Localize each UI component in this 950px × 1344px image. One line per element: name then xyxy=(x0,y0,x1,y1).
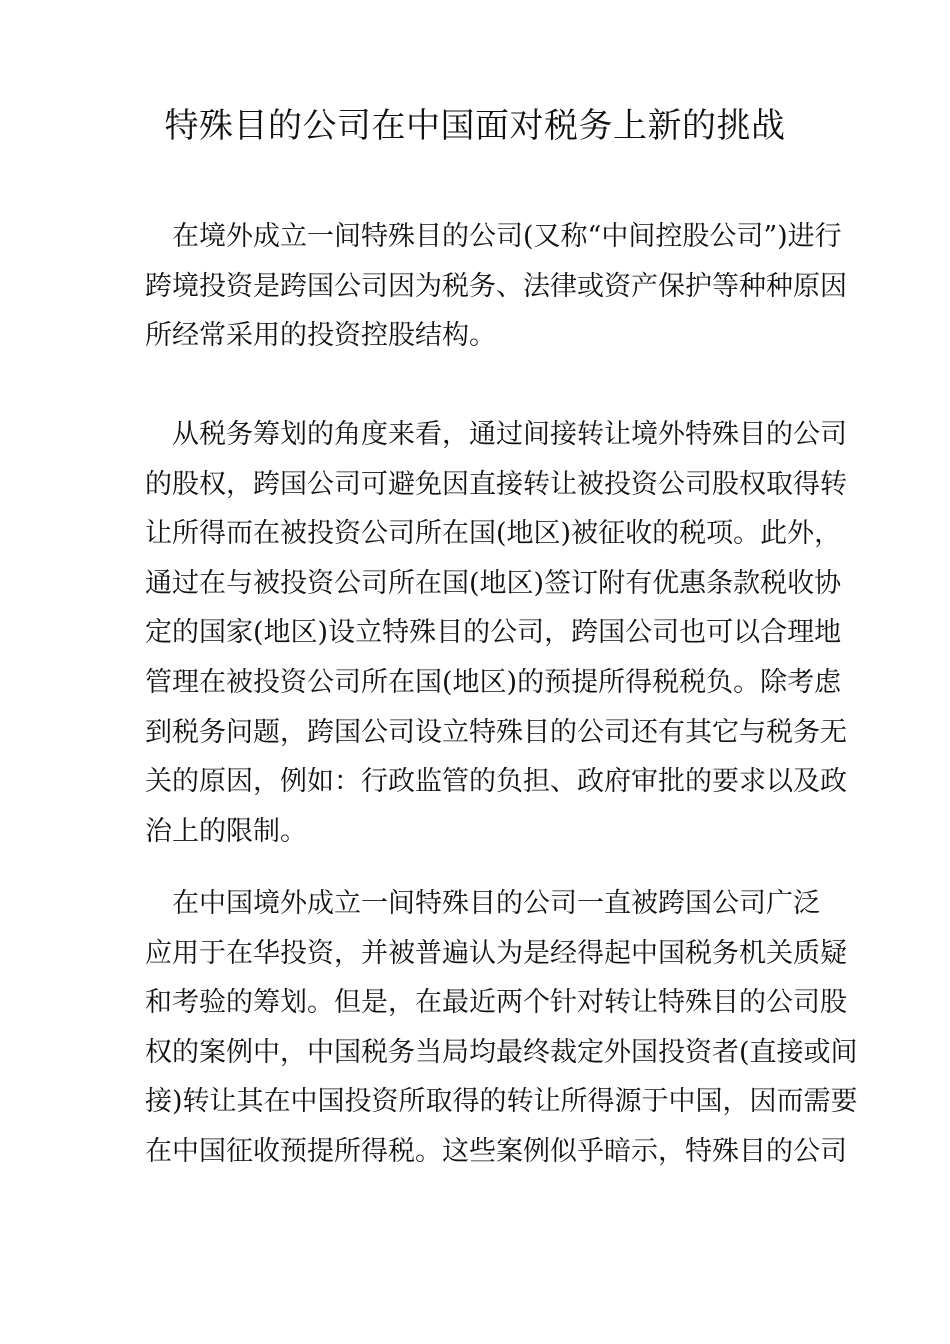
paragraph-line: 权的案例中，中国税务当局均最终裁定外国投资者(直接或间 xyxy=(145,1036,858,1068)
paragraph-line: 通过在与被投资公司所在国(地区)签订附有优惠条款税收协 xyxy=(145,567,842,599)
paragraph-line: 应用于在华投资，并被普遍认为是经得起中国税务机关质疑 xyxy=(145,937,847,969)
paragraph-line: 让所得而在被投资公司所在国(地区)被征收的税项。此外， xyxy=(145,518,842,550)
paragraph-line: 和考验的筹划。但是，在最近两个针对转让特殊目的公司股 xyxy=(145,987,847,1019)
paragraph-line: 从税务筹划的角度来看，通过间接转让境外特殊目的公司 xyxy=(145,419,847,450)
paragraph-1 xyxy=(145,212,847,361)
paragraph-line: 所经常采用的投资控股结构。 xyxy=(145,320,496,352)
paragraph-line: 在境外成立一间特殊目的公司(又称“中间控股公司”)进行 xyxy=(145,221,842,252)
paragraph-line: 跨境投资是跨国公司因为税务、法律或资产保护等种种原因 xyxy=(145,270,847,302)
paragraph-line: 在中国境外成立一间特殊目的公司一直被跨国公司广泛 xyxy=(145,888,820,919)
paragraph-line: 管理在被投资公司所在国(地区)的预提所得税税负。除考虑 xyxy=(145,666,842,698)
paragraph-line: 接)转让其在中国投资所取得的转让所得源于中国，因而需要 xyxy=(145,1086,858,1118)
paragraph-3 xyxy=(145,879,858,1177)
paragraph-line: 定的国家(地区)设立特殊目的公司，跨国公司也可以合理地 xyxy=(145,617,842,649)
paragraph-line: 治上的限制。 xyxy=(145,815,307,847)
paragraph-line: 到税务问题，跨国公司设立特殊目的公司还有其它与税务无 xyxy=(145,716,847,748)
paragraph-line: 关的原因，例如：行政监管的负担、政府审批的要求以及政 xyxy=(145,766,847,798)
paragraph-line: 在中国征收预提所得税。这些案例似乎暗示，特殊目的公司 xyxy=(145,1135,847,1167)
document-title: 特殊目的公司在中国面对税务上新的挑战 xyxy=(164,106,786,146)
paragraph-2 xyxy=(145,410,847,856)
paragraph-line: 的股权，跨国公司可避免因直接转让被投资公司股权取得转 xyxy=(145,468,847,500)
